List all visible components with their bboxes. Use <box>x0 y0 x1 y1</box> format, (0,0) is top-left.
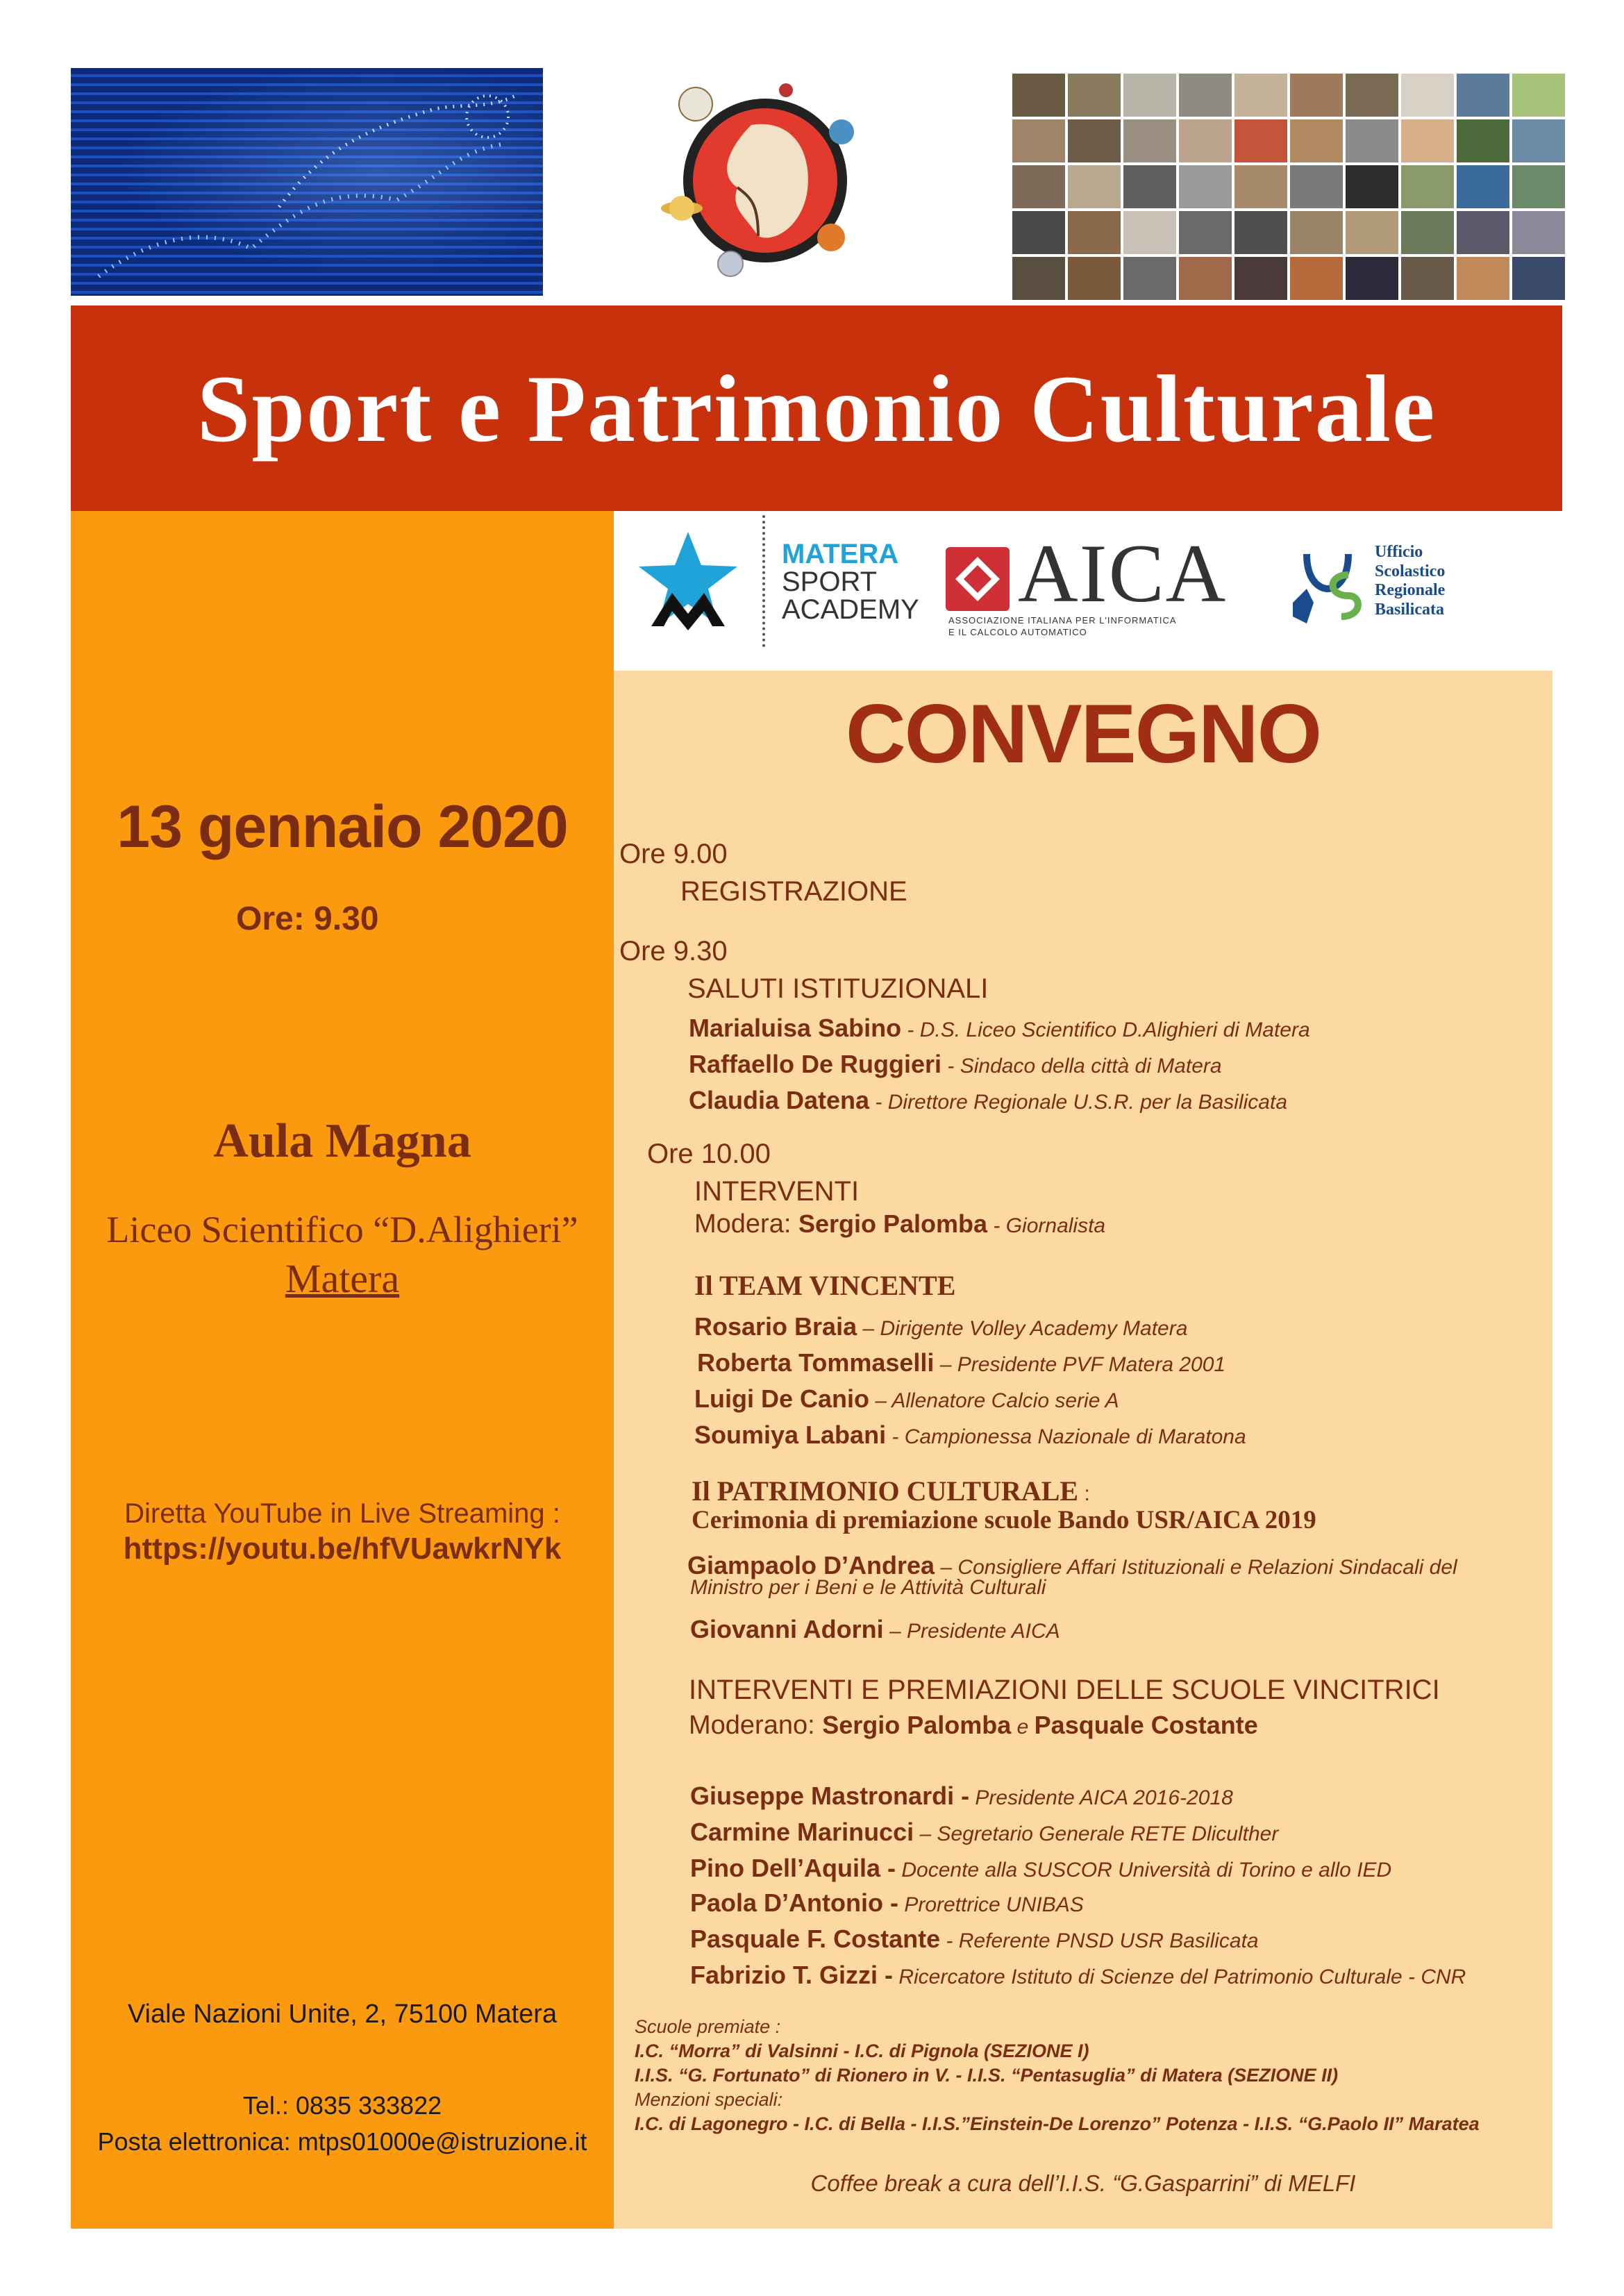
time-900: Ore 9.00 <box>619 839 728 869</box>
speaker-adorni <box>690 1615 1060 1644</box>
person-role: – Consigliere Affari Istituzionali e Relazioni Sindacali del <box>935 1556 1457 1579</box>
aica-mark-icon <box>946 547 1010 611</box>
premiazioni-heading: INTERVENTI E PREMIAZIONI DELLE SCUOLE VINCITRICI <box>689 1675 1440 1705</box>
venue-city: Matera <box>285 1256 400 1301</box>
person-name: Soumiya Labani <box>694 1421 887 1449</box>
aica-subtitle-2: E IL CALCOLO AUTOMATICO <box>948 626 1087 637</box>
awarded-schools <box>635 2015 1480 2136</box>
heritage-photo-mosaic <box>1012 74 1565 300</box>
person-role: - D.S. Liceo Scientifico D.Alighieri di Matera <box>901 1019 1310 1041</box>
speaker-dandrea-role-2: Ministro per i Beni e le Attività Culturali <box>690 1576 1046 1599</box>
person-role: – Dirigente Volley Academy Matera <box>857 1317 1188 1340</box>
speaker <box>690 1925 1259 1954</box>
moderators-line <box>689 1711 1258 1741</box>
aica-logo-text: AICA <box>1018 527 1228 619</box>
matera-sport-academy-logo <box>782 540 919 623</box>
person-role: – Segretario Generale RETE Dliculther <box>914 1822 1279 1845</box>
moderators-label: Moderano: <box>689 1711 823 1740</box>
email[interactable]: Posta elettronica: mtps01000e@istruzione.it <box>97 2127 587 2156</box>
moderator-name: Sergio Palomba <box>798 1209 988 1238</box>
coffee-break: Coffee break a cura dell’I.I.S. “G.Gasparrini” di MELFI <box>810 2170 1356 2196</box>
cerimonia-subheading: Cerimonia di premiazione scuole Bando USR/AICA 2019 <box>692 1506 1316 1534</box>
person-role: Docente alla SUSCOR Università di Torino e allo IED <box>896 1859 1392 1882</box>
aica-subtitle-1: ASSOCIAZIONE ITALIANA PER L'INFORMATICA <box>948 615 1177 626</box>
logo-divider <box>762 515 765 647</box>
patrimonio-heading <box>692 1475 1090 1507</box>
stream-label: Diretta YouTube in Live Streaming : <box>124 1498 560 1529</box>
speaker <box>690 1818 1278 1847</box>
person-role: – Presidente AICA <box>883 1620 1060 1643</box>
team-heading: Il TEAM VINCENTE <box>694 1270 956 1301</box>
mentions-label: Menzioni speciali: <box>635 2089 783 2111</box>
person-name: Fabrizio T. Gizzi - <box>690 1961 894 1989</box>
speaker <box>690 1961 1466 1990</box>
saluti-person <box>689 1086 1287 1115</box>
person-name: Marialuisa Sabino <box>689 1014 902 1042</box>
usr-logo-text <box>1375 543 1445 619</box>
moderator-line <box>694 1209 1105 1239</box>
person-name: Claudia Datena <box>689 1086 870 1114</box>
saluti-person <box>689 1014 1310 1043</box>
page-title: Sport e Patrimonio Culturale <box>196 355 1437 462</box>
team-member <box>694 1384 1119 1414</box>
moderator-role: - Giornalista <box>987 1214 1106 1237</box>
speaker <box>690 1782 1233 1811</box>
msa-line-2: SPORT <box>782 567 878 597</box>
moderators-and: e <box>1011 1716 1035 1738</box>
dante-emblem <box>654 76 869 285</box>
person-role: Ricercatore Istituto di Scienze del Patrimonio Culturale - CNR <box>893 1966 1466 1988</box>
moderator-name-2: Pasquale Costante <box>1034 1711 1258 1739</box>
msa-line-3: ACADEMY <box>782 594 919 625</box>
person-role: Presidente AICA 2016-2018 <box>969 1786 1233 1809</box>
speaker <box>690 1854 1391 1883</box>
stream-link[interactable]: https://youtu.be/hfVUawkrNYk <box>123 1532 562 1566</box>
usr-line-4: Basilicata <box>1375 600 1444 619</box>
event-date: 13 gennaio 2020 <box>117 794 568 860</box>
speaker <box>690 1888 1084 1918</box>
address: Viale Nazioni Unite, 2, 75100 Matera <box>127 2000 558 2029</box>
person-name: Giuseppe Mastronardi - <box>690 1782 970 1810</box>
moderator-label: Modera: <box>694 1209 798 1239</box>
mentions-list: I.C. di Lagonegro - I.C. di Bella - I.I.S.”Einstein-De Lorenzo” Potenza - I.I.S. “G.Paolo II” Maratea <box>635 2113 1480 2135</box>
usr-line-2: Scolastico <box>1375 562 1446 580</box>
usr-line-3: Regionale <box>1375 581 1446 600</box>
patrimonio-heading-text: Il PATRIMONIO CULTURALE <box>692 1475 1079 1507</box>
person-name: Giampaolo D’Andrea <box>687 1551 935 1579</box>
aica-subtitle <box>948 615 1177 639</box>
person-role: - Referente PNSD USR Basilicata <box>940 1929 1259 1952</box>
saluti-heading: SALUTI ISTITUZIONALI <box>687 973 989 1004</box>
event-time: Ore: 9.30 <box>236 900 379 937</box>
schools-label: Scuole premiate : <box>635 2016 781 2037</box>
time-1000: Ore 10.00 <box>647 1139 771 1169</box>
venue-name: Aula Magna <box>213 1114 471 1168</box>
team-member <box>694 1421 1246 1450</box>
interventi-heading: INTERVENTI <box>694 1176 860 1207</box>
left-info-panel <box>71 511 614 2229</box>
team-member <box>694 1312 1187 1341</box>
person-name: Pino Dell’Aquila - <box>690 1854 896 1882</box>
person-name: Roberta Tommaselli <box>697 1348 935 1377</box>
venue-school: Liceo Scientifico “D.Alighieri” <box>106 1209 578 1250</box>
msa-line-1: MATERA <box>782 539 899 569</box>
header-image-runner <box>71 68 543 296</box>
registration-label: REGISTRAZIONE <box>680 876 907 907</box>
person-role: Prorettrice UNIBAS <box>898 1893 1084 1916</box>
patrimonio-colon: : <box>1078 1482 1090 1505</box>
phone: Tel.: 0835 333822 <box>242 2091 442 2120</box>
person-name: Paola D’Antonio - <box>690 1888 898 1917</box>
schools-section-1: I.C. “Morra” di Valsinni - I.C. di Pignola (SEZIONE I) <box>635 2041 1089 2062</box>
star-logo-icon <box>636 529 740 633</box>
person-role: - Campionessa Nazionale di Maratona <box>886 1425 1246 1448</box>
person-role: - Direttore Regionale U.S.R. per la Basilicata <box>869 1091 1287 1114</box>
team-member <box>697 1348 1225 1377</box>
schools-section-2: I.I.S. “G. Fortunato” di Rionero in V. - I.I.S. “Pentasuglia” di Matera (SEZIONE II) <box>635 2065 1339 2086</box>
usr-line-1: Ufficio <box>1375 543 1423 561</box>
person-role: – Allenatore Calcio serie A <box>869 1389 1119 1412</box>
program-heading: CONVEGNO <box>845 687 1321 780</box>
moderator-name-1: Sergio Palomba <box>822 1711 1012 1739</box>
time-930: Ore 9.30 <box>619 936 728 966</box>
person-name: Raffaello De Ruggieri <box>689 1050 942 1078</box>
person-name: Rosario Braia <box>694 1312 857 1341</box>
person-role: - Sindaco della città di Matera <box>941 1055 1222 1078</box>
person-name: Pasquale F. Costante <box>690 1925 941 1953</box>
usr-logo-icon <box>1286 540 1369 630</box>
person-name: Luigi De Canio <box>694 1384 869 1413</box>
person-name: Giovanni Adorni <box>690 1615 884 1643</box>
person-role: – Presidente PVF Matera 2001 <box>934 1353 1226 1376</box>
person-name: Carmine Marinucci <box>690 1818 914 1846</box>
saluti-person <box>689 1050 1222 1079</box>
